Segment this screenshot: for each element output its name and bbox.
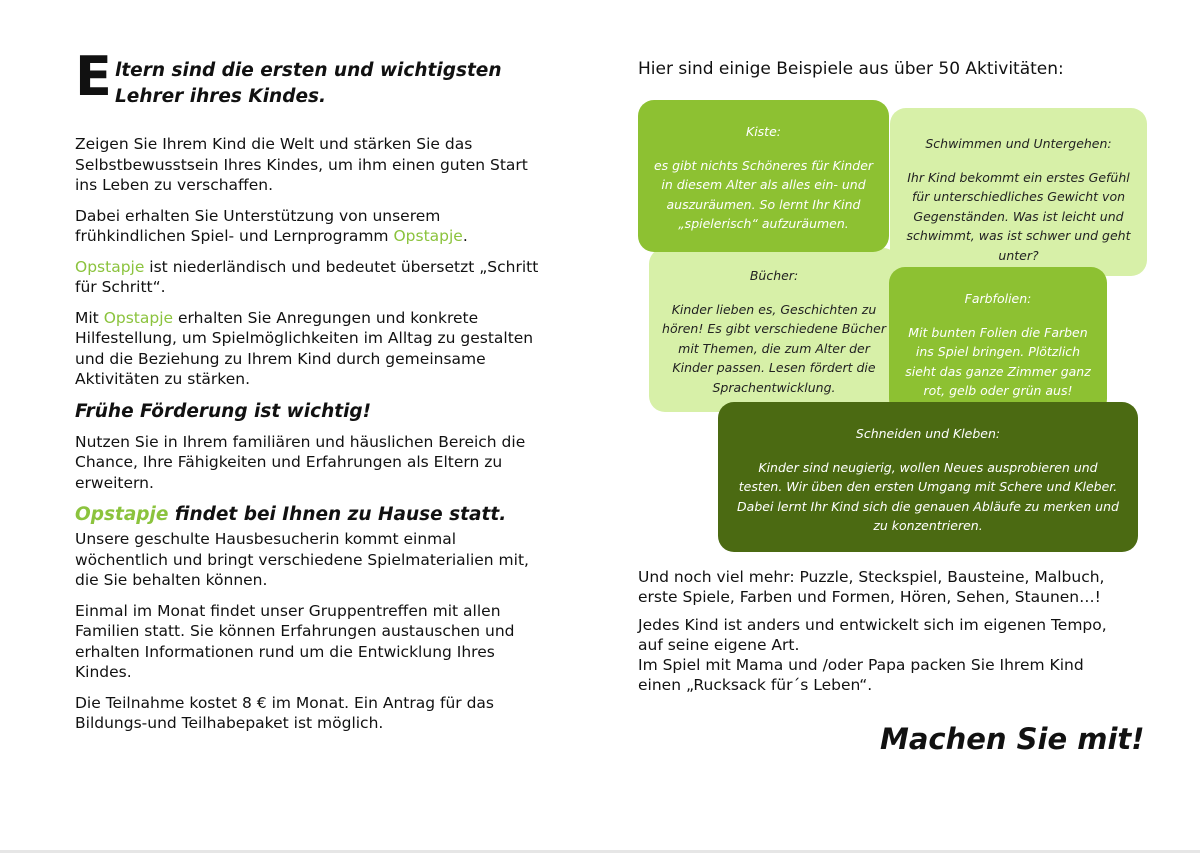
child-development-line-2: Im Spiel mit Mama und /oder Papa packen Sie Ihrem Kind einen „Rucksack für´s Leben“. bbox=[638, 656, 1084, 694]
activity-text: es gibt nichts Schöneres für Kinder in diesem Alter als alles ein- und auszuräumen. So lernt Ihr Kind „spielerisch“ aufzuräumen. bbox=[653, 157, 874, 231]
activity-box-books bbox=[649, 248, 899, 412]
brand-name: Opstapje bbox=[75, 504, 169, 525]
intro-line-1: ltern sind die ersten und wichtigsten bbox=[115, 60, 502, 81]
intro-line-2: Lehrer ihres Kindes. bbox=[115, 86, 327, 107]
support-text: Dabei erhalten Sie Unterstützung von unserem frühkindlichen Spiel- und Lernprogramm bbox=[75, 206, 441, 245]
examples-heading: Hier sind einige Beispiele aus über 50 Aktivitäten: bbox=[638, 59, 1064, 79]
meaning-text: ist niederländisch und bedeutet übersetzt „Schritt für Schritt“. bbox=[75, 257, 539, 296]
activity-box-cut-glue bbox=[718, 402, 1138, 552]
guidance-text: erhalten Sie Anregungen und konkrete Hilfestellung, um Spielmöglichkeiten im Alltag zu gestalten und die Beziehung zu Ihrem Kind durch gemeinsame Aktivitäten zu stärken. bbox=[75, 308, 534, 388]
brand-name: Opstapje bbox=[103, 308, 174, 327]
call-to-action: Machen Sie mit! bbox=[880, 722, 1145, 756]
guidance-start: Mit bbox=[75, 308, 104, 327]
heading-at-home bbox=[75, 503, 545, 527]
activity-title: Bücher: bbox=[749, 268, 799, 283]
more-activities: Und noch viel mehr: Puzzle, Steckspiel, Bausteine, Malbuch, erste Spiele, Farben und Formen, Hören, Sehen, Staunen…! bbox=[638, 568, 1105, 606]
paragraph-world: Zeigen Sie Ihrem Kind die Welt und stärken Sie das Selbstbewusstsein Ihres Kindes, um ihm einen guten Start ins Leben zu verschaffen. bbox=[75, 135, 528, 194]
right-column bbox=[638, 58, 1158, 80]
child-development-line-1: Jedes Kind ist anders und entwickelt sich im eigenen Tempo, auf seine eigene Art. bbox=[638, 616, 1107, 654]
activity-text: Ihr Kind bekommt ein erstes Gefühl für unterschiedliches Gewicht von Gegenständen. Was ist leicht und schwimmt, was ist schwer und geht unter? bbox=[906, 169, 1131, 263]
paragraph-meaning bbox=[75, 257, 545, 298]
paragraph-home-visitor: Unsere geschulte Hausbesucherin kommt einmal wöchentlich und bringt verschiedene Spielmaterialien mit, die Sie behalten können. bbox=[75, 530, 529, 589]
intro-block bbox=[75, 45, 545, 116]
closing-text bbox=[638, 567, 1108, 703]
activity-box-color-foils bbox=[889, 267, 1107, 415]
left-column bbox=[75, 45, 545, 744]
activity-text: Mit bunten Folien die Farben ins Spiel bringen. Plötzlich sieht das ganze Zimmer ganz rot, gelb oder grün aus! bbox=[905, 324, 1091, 398]
at-home-text: findet bei Ihnen zu Hause statt. bbox=[168, 504, 507, 525]
support-end: . bbox=[462, 227, 468, 245]
activity-title: Schwimmen und Untergehen: bbox=[925, 136, 1112, 151]
brand-name: Opstapje bbox=[393, 227, 463, 245]
activity-text: Kinder sind neugierig, wollen Neues ausprobieren und testen. Wir üben den ersten Umgang mit Schere und Kleber. Dabei lernt Ihr Kind sich die genauen Abläufe zu merken und zu konzentrieren. bbox=[737, 459, 1119, 533]
activity-title: Kiste: bbox=[746, 124, 781, 139]
paragraph-support bbox=[75, 206, 545, 247]
intro-headline bbox=[115, 58, 555, 110]
paragraph-guidance bbox=[75, 308, 545, 390]
activity-title: Farbfolien: bbox=[964, 291, 1032, 306]
activity-title: Schneiden und Kleben: bbox=[855, 426, 1001, 441]
drop-cap: E bbox=[75, 45, 112, 108]
child-development bbox=[638, 615, 1108, 695]
paragraph-family: Nutzen Sie in Ihrem familiären und häuslichen Bereich die Chance, Ihre Fähigkeiten und Erfahrungen als Eltern zu erweitern. bbox=[75, 432, 526, 492]
heading-early-support: Frühe Förderung ist wichtig! bbox=[75, 400, 372, 422]
paragraph-cost: Die Teilnahme kostet 8 € im Monat. Ein Antrag für das Bildungs-und Teilhabepaket ist möglich. bbox=[75, 693, 494, 732]
brand-name: Opstapje bbox=[75, 257, 145, 276]
paragraph-group-meeting: Einmal im Monat findet unser Gruppentreffen mit allen Familien statt. Sie können Erfahrungen austauschen und erhalten Informationen rund um die Entwicklung Ihres Kindes. bbox=[75, 601, 515, 681]
activity-box-swimming bbox=[890, 108, 1147, 276]
activity-text: Kinder lieben es, Geschichten zu hören! Es gibt verschiedene Bücher mit Themen, die zum Alter der Kinder passen. Lesen fördert die Sprachentwicklung. bbox=[662, 301, 886, 395]
activity-box-box bbox=[638, 100, 889, 252]
